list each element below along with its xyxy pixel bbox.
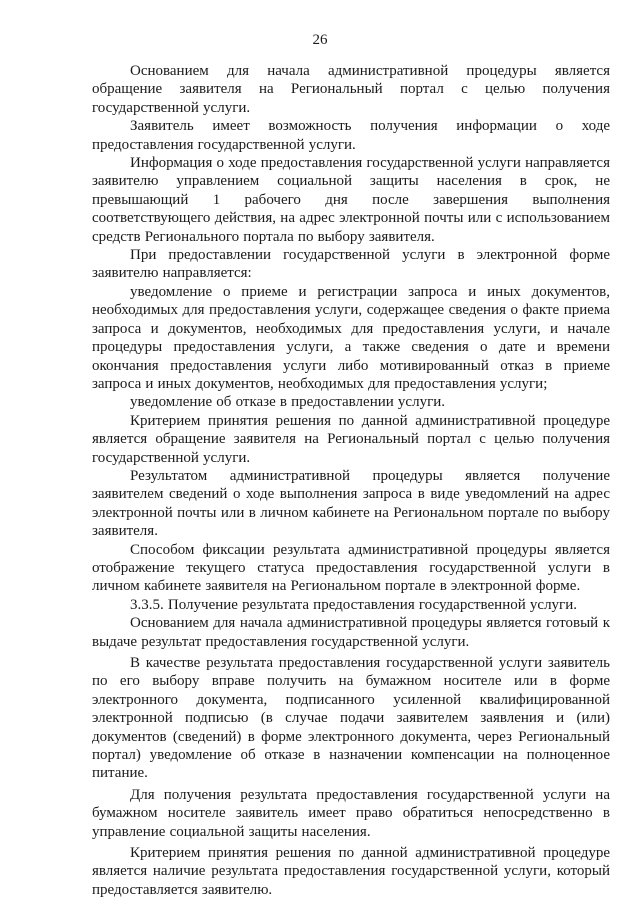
paragraph-progress-info: Заявитель имеет возможность получения информации о ходе предоставления государственной услуги. (92, 118, 610, 153)
paragraph-fixation-method: Способом фиксации результата административной процедуры является отображение текущего статуса предоставления государственной услуги в личном кабинете заявителя на Региональном портале в электронной форме. (92, 541, 610, 595)
document-body (92, 62, 610, 899)
section-heading-3-3-5: 3.3.5. Получение результата предоставления государственной услуги. (130, 596, 577, 613)
page-number: 26 (312, 32, 328, 48)
paragraph-result: Результатом административной процедуры является получение заявителем сведений о ходе выполнения запроса в виде уведомлений на адрес электронной почты или в личном кабинете на Региональном портале по выбору заявителя. (92, 467, 610, 540)
paragraph-result-options: В качестве результата предоставления государственной услуги заявитель по его выбору вправе получить на бумажном носителе или в форме электронного документа, подписанного усиленной квалифицированной электронной подписью (в случае подачи заявителем заявления и (или) документов (сведений) в форме электронного документа, через Региональный портал) уведомление об отказе в назначении компенсации на полноценное питание. (92, 655, 610, 782)
paragraph-refusal-notice: уведомление об отказе в предоставлении услуги. (130, 394, 446, 411)
paragraph-final-criterion: Критерием принятия решения по данной административной процедуре является наличие результата предоставления государственной услуги, который предоставляется заявителю. (92, 845, 610, 898)
paragraph-ready-result: Основанием для начала административной процедуры является готовый к выдаче результат предоставления государственной услуги. (92, 615, 610, 650)
paragraph-basis: Основанием для начала административной процедуры является обращение заявителя на Региональный портал с целью получения государственной услуги. (92, 63, 610, 116)
paragraph-decision-criterion: Критерием принятия решения по данной административной процедуре является обращение заявителя на Региональный портал с целью получения государственной услуги. (92, 412, 610, 466)
paragraph-paper-result: Для получения результата предоставления государственной услуги на бумажном носителе заявитель имеет право обратиться непосредственно в управление социальной защиты населения. (92, 786, 610, 840)
paragraph-info-delivery: Информация о ходе предоставления государственной услуги направляется заявителю управлением социальной защиты населения в срок, не превышающий 1 рабочего дня после завершения выполнения соответствующего действия, на адрес электронной почты или с использованием средств Регионального портала по выбору заявителя. (92, 155, 610, 245)
paragraph-receipt-notice: уведомление о приеме и регистрации запроса и иных документов, необходимых для предоставления услуги, содержащее сведения о факте приема запроса и документов, необходимых для предоставления услуги, и начале процедуры предоставления услуги, а также сведения о дате и времени окончания предоставления услуги либо мотивированный отказ в приеме запроса и иных документов, необходимых для предоставления услуги; (92, 283, 610, 392)
paragraph-electronic-form: При предоставлении государственной услуги в электронной форме заявителю направляется: (92, 247, 610, 282)
